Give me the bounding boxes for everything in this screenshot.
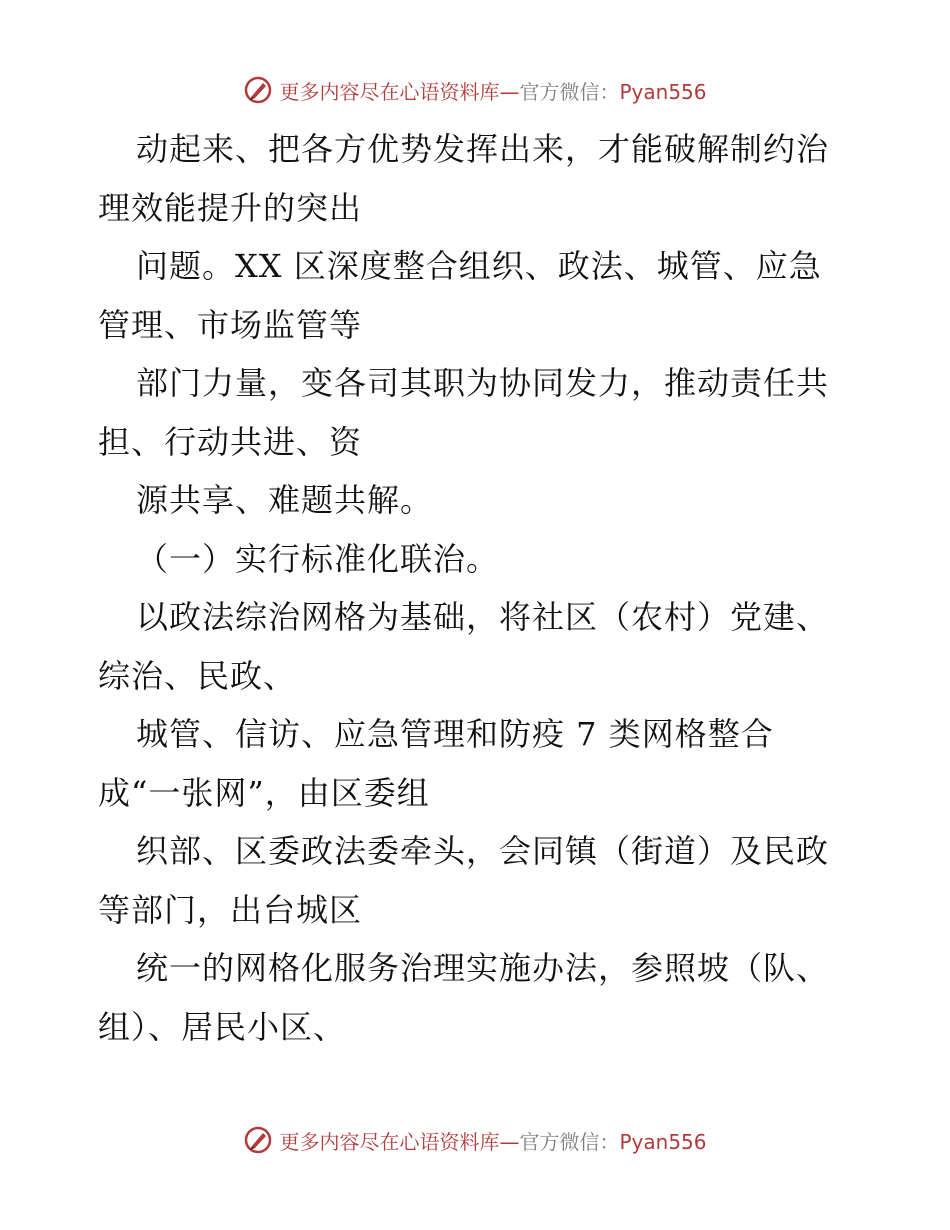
text-line: 以政法综治网格为基础，将社区（农村）党建、 — [136, 598, 830, 636]
watermark-sub: 官方微信： — [519, 79, 620, 104]
watermark-main: 更多内容尽在心语资料库— — [279, 1129, 520, 1154]
page-footer-watermark — [0, 1120, 950, 1160]
watermark-text — [279, 1126, 706, 1155]
text-line: 部门力量，变各司其职为协同发力，推动责任共 — [136, 364, 830, 402]
watermark-main: 更多内容尽在心语资料库— — [279, 79, 520, 104]
watermark-id: Pyan556 — [619, 79, 707, 104]
watermark-text — [279, 76, 706, 105]
text-line: 等部门，出台城区 — [98, 890, 363, 929]
text-line: 统一的网格化服务治理实施办法，参照坡（队、 — [136, 949, 830, 987]
text-line: 担、行动共进、资 — [98, 422, 363, 461]
watermark-sub: 官方微信： — [519, 1129, 620, 1154]
text-line: 成“一张网”，由区委组 — [98, 773, 430, 812]
text-line: 织部、区委政法委牵头，会同镇（街道）及民政 — [136, 832, 830, 870]
text-line: 问题。XX 区深度整合组织、政法、城管、应急 — [136, 247, 822, 285]
text-line: 城管、信访、应急管理和防疫 7 类网格整合 — [136, 715, 774, 753]
document-body — [98, 120, 858, 1056]
text-line: 管理、市场监管等 — [98, 305, 363, 344]
text-line: 动起来、把各方优势发挥出来，才能破解制约治 — [136, 130, 830, 168]
text-line: 理效能提升的突出 — [98, 188, 363, 227]
watermark — [243, 1125, 706, 1155]
page-header-watermark — [0, 70, 950, 110]
text-line: 综治、民政、 — [98, 656, 297, 695]
section-heading: （一）实行标准化联治。 — [136, 539, 500, 578]
pen-logo-icon — [243, 75, 273, 105]
text-line: 组）、居民小区、 — [98, 1007, 347, 1046]
watermark-id: Pyan556 — [619, 1129, 707, 1154]
text-line: 源共享、难题共解。 — [136, 481, 434, 519]
watermark — [243, 75, 706, 105]
pen-logo-icon — [243, 1125, 273, 1155]
